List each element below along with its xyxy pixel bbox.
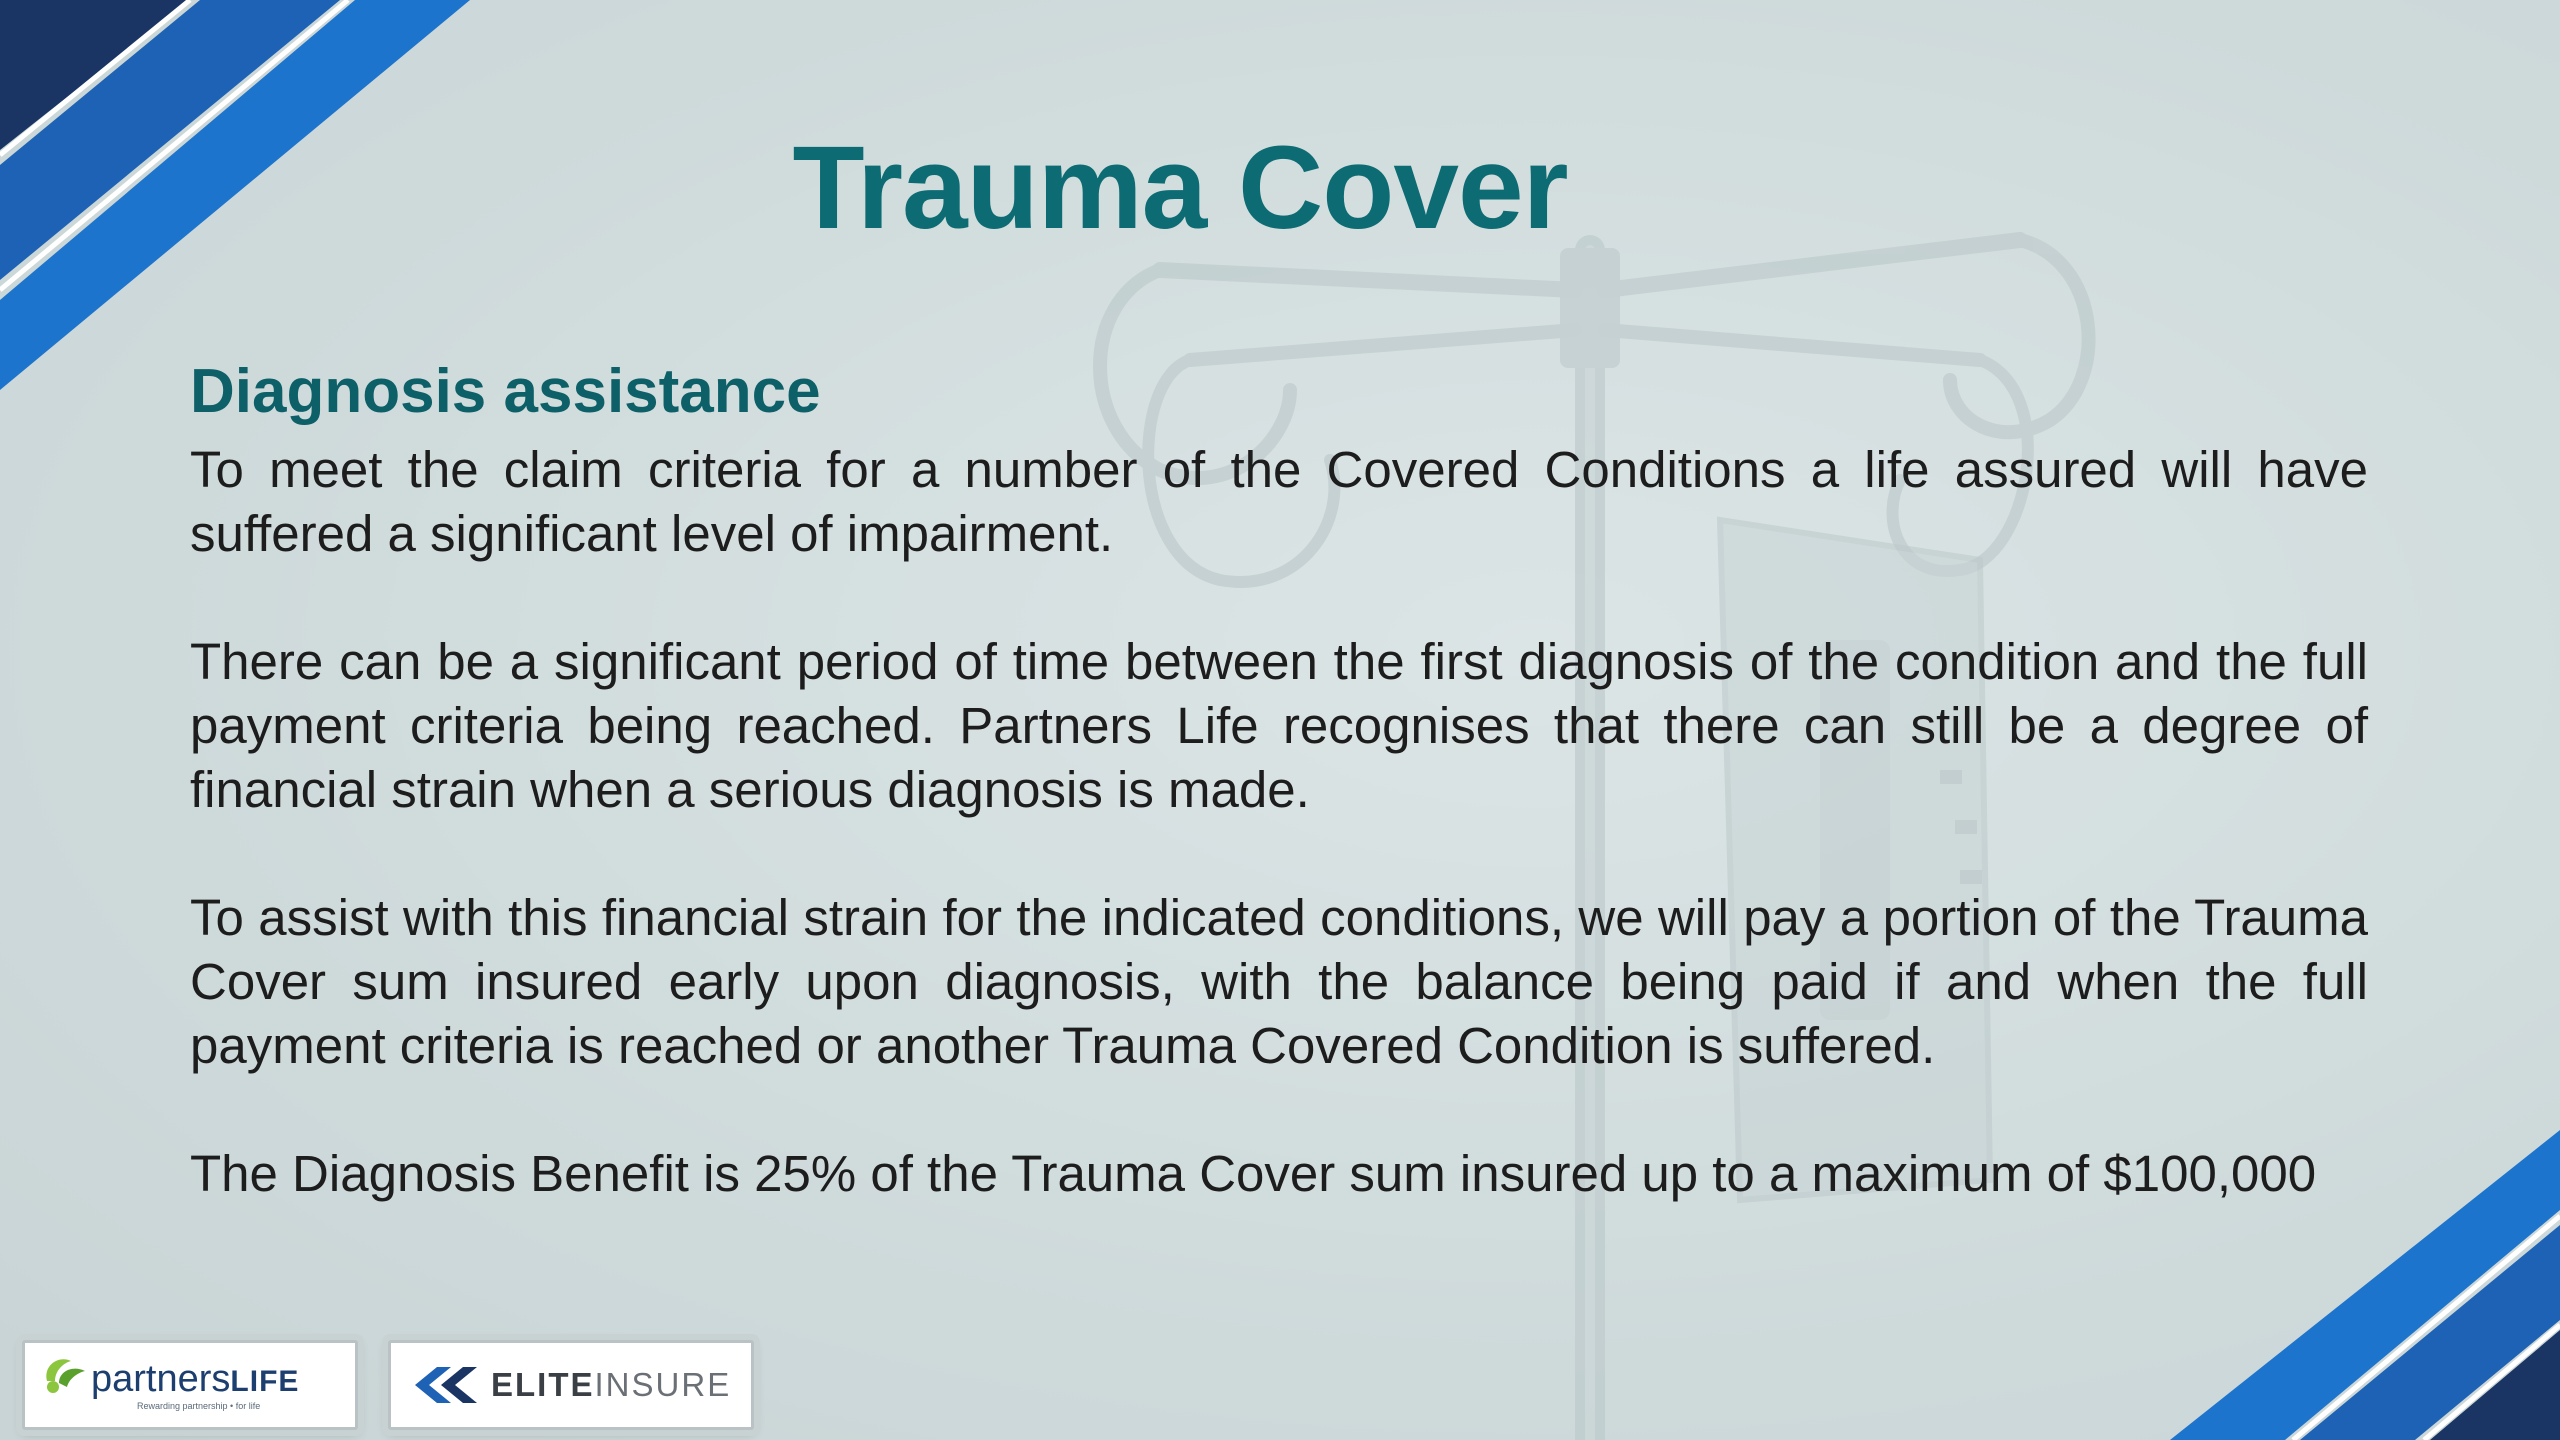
elite-insure-chevron-icon	[411, 1361, 483, 1407]
elite-insure-logo	[388, 1340, 754, 1430]
body-paragraph: To meet the claim criteria for a number of the Covered Conditions a life assured will have suffered a significant level of impairment.	[190, 441, 2368, 562]
body-paragraph: To assist with this financial strain for the indicated conditions, we will pay a portion of the Trauma Cover sum insured early upon diagnosis, with the balance being paid if and when the full payment criteria is reached or another Trauma Covered Condition is suffered.	[190, 889, 2368, 1074]
partners-life-tagline: Rewarding partnership • for life	[137, 1401, 261, 1411]
slide-title: Trauma Cover	[792, 122, 1568, 254]
partners-life-wordmark: partnersLIFE	[91, 1358, 300, 1400]
body-paragraph: The Diagnosis Benefit is 25% of the Trauma Cover sum insured up to a maximum of $100,000	[190, 1145, 2317, 1202]
partners-life-leaf-icon	[37, 1351, 97, 1399]
partners-life-logo	[22, 1340, 358, 1430]
body-paragraph: There can be a significant period of time between the first diagnosis of the condition and the full payment criteria being reached. Partners Life recognises that there can still be a degree of financial strain when a serious diagnosis is made.	[190, 633, 2368, 818]
elite-insure-wordmark: ELITEINSURE	[491, 1366, 732, 1403]
slide-body-text	[190, 438, 2368, 1206]
section-subheading: Diagnosis assistance	[190, 357, 821, 426]
